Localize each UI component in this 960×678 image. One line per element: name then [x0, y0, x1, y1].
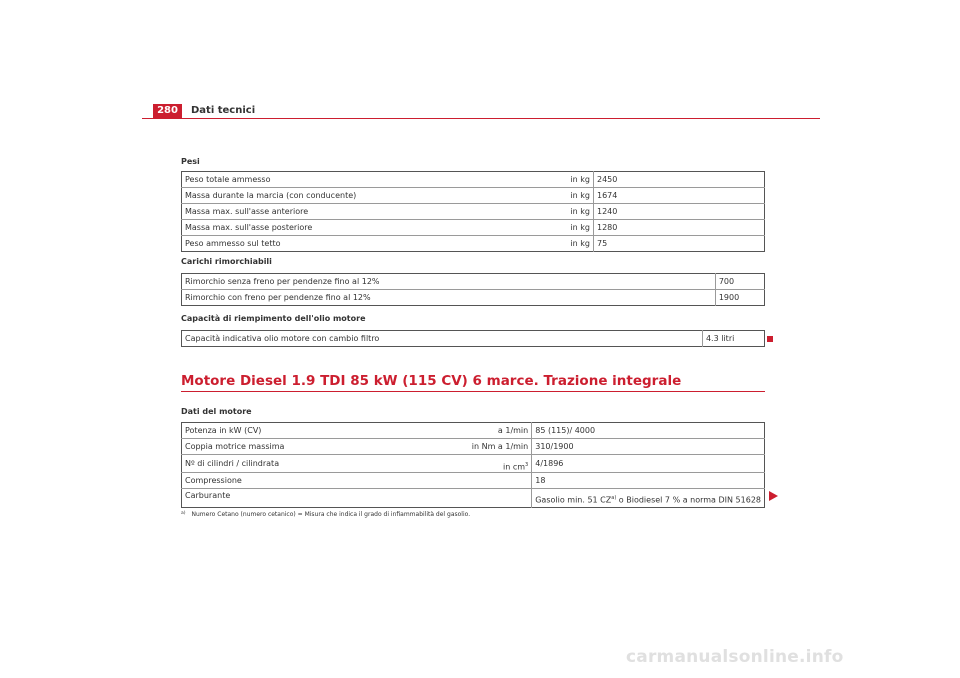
- unit-text: in cm: [503, 463, 526, 472]
- table-row: [182, 274, 765, 290]
- row-unit: [430, 455, 532, 473]
- continue-arrow-icon: [769, 491, 778, 501]
- row-unit: in kg: [478, 188, 594, 204]
- row-label: Potenza in kW (CV): [185, 426, 262, 435]
- table-row: [182, 455, 765, 473]
- row-value: 1280: [594, 220, 765, 236]
- row-unit: in kg: [478, 220, 594, 236]
- table-row: [182, 236, 765, 252]
- footnote-mark: a): [181, 511, 186, 516]
- row-label: Coppia motrice massima: [182, 439, 430, 455]
- row-label: Peso totale ammesso: [185, 175, 271, 184]
- heading-rule: [181, 391, 765, 392]
- row-value: 2450: [597, 175, 618, 184]
- section-label-pesi: Pesi: [181, 157, 200, 166]
- table-row: [182, 290, 765, 306]
- row-unit: [430, 489, 532, 508]
- row-value: 85 (115)/ 4000: [535, 426, 596, 435]
- fuel-text-cont: o Biodiesel 7 % a norma DIN 51628: [616, 496, 761, 505]
- row-value: 75: [594, 236, 765, 252]
- table-row: [182, 331, 765, 347]
- chapter-title: Dati tecnici: [191, 105, 256, 116]
- row-unit: [430, 473, 532, 489]
- table-row: [182, 172, 765, 188]
- unit-superscript: 3: [525, 462, 529, 469]
- row-unit: in kg: [478, 236, 594, 252]
- table-row: [182, 423, 765, 439]
- oil-table: [181, 330, 765, 347]
- table-row: [182, 489, 765, 508]
- table-row: [182, 439, 765, 455]
- page-number: 280: [153, 104, 182, 118]
- row-value: [532, 489, 765, 508]
- row-label: Massa max. sull'asse posteriore: [182, 220, 479, 236]
- table-row: [182, 188, 765, 204]
- section-label-olio: Capacità di riempimento dell'olio motore: [181, 314, 366, 323]
- row-value: 4.3 litri: [705, 334, 735, 343]
- row-label: Massa max. sull'asse anteriore: [182, 204, 479, 220]
- watermark: carmanualsonline.info: [626, 647, 844, 667]
- row-label: Peso ammesso sul tetto: [182, 236, 479, 252]
- row-value: 18: [532, 473, 765, 489]
- row-unit: in kg: [478, 204, 594, 220]
- table-row: [182, 204, 765, 220]
- row-label: Massa durante la marcia (con conducente): [182, 188, 479, 204]
- engine-table: [181, 422, 765, 508]
- section-end-marker: [767, 336, 773, 342]
- page-header: [142, 104, 820, 119]
- row-value: 1900: [715, 290, 764, 306]
- section-label-motore: Dati del motore: [181, 407, 252, 416]
- row-label: Nº di cilindri / cilindrata: [182, 455, 430, 473]
- table-row: [182, 220, 765, 236]
- footnote: [181, 511, 470, 518]
- row-value: 700: [718, 277, 735, 286]
- table-row: [182, 473, 765, 489]
- engine-heading: Motore Diesel 1.9 TDI 85 kW (115 CV) 6 marce. Trazione integrale: [181, 373, 682, 389]
- row-unit: in Nm a 1/min: [430, 439, 532, 455]
- row-label: Compressione: [182, 473, 430, 489]
- row-value: 310/1900: [532, 439, 765, 455]
- row-label: Rimorchio con freno per pendenze fino al 12%: [182, 290, 716, 306]
- row-value: 4/1896: [532, 455, 765, 473]
- fuel-text: Gasolio min. 51 CZ: [535, 496, 612, 505]
- row-value: 1674: [594, 188, 765, 204]
- towing-table: [181, 273, 765, 306]
- row-label: Rimorchio senza freno per pendenze fino al 12%: [182, 274, 716, 290]
- row-unit: a 1/min: [430, 423, 532, 439]
- row-value: 1240: [594, 204, 765, 220]
- row-label: Carburante: [182, 489, 430, 508]
- row-label: Capacità indicativa olio motore con cambio filtro: [182, 331, 703, 347]
- weights-table: [181, 171, 765, 252]
- footnote-ref: a): [611, 495, 617, 502]
- section-label-carichi: Carichi rimorchiabili: [181, 257, 272, 266]
- footnote-text: Numero Cetano (numero cetanico) = Misura che indica il grado di infiammabilità del gasolio.: [191, 511, 471, 518]
- row-unit: in kg: [478, 172, 594, 188]
